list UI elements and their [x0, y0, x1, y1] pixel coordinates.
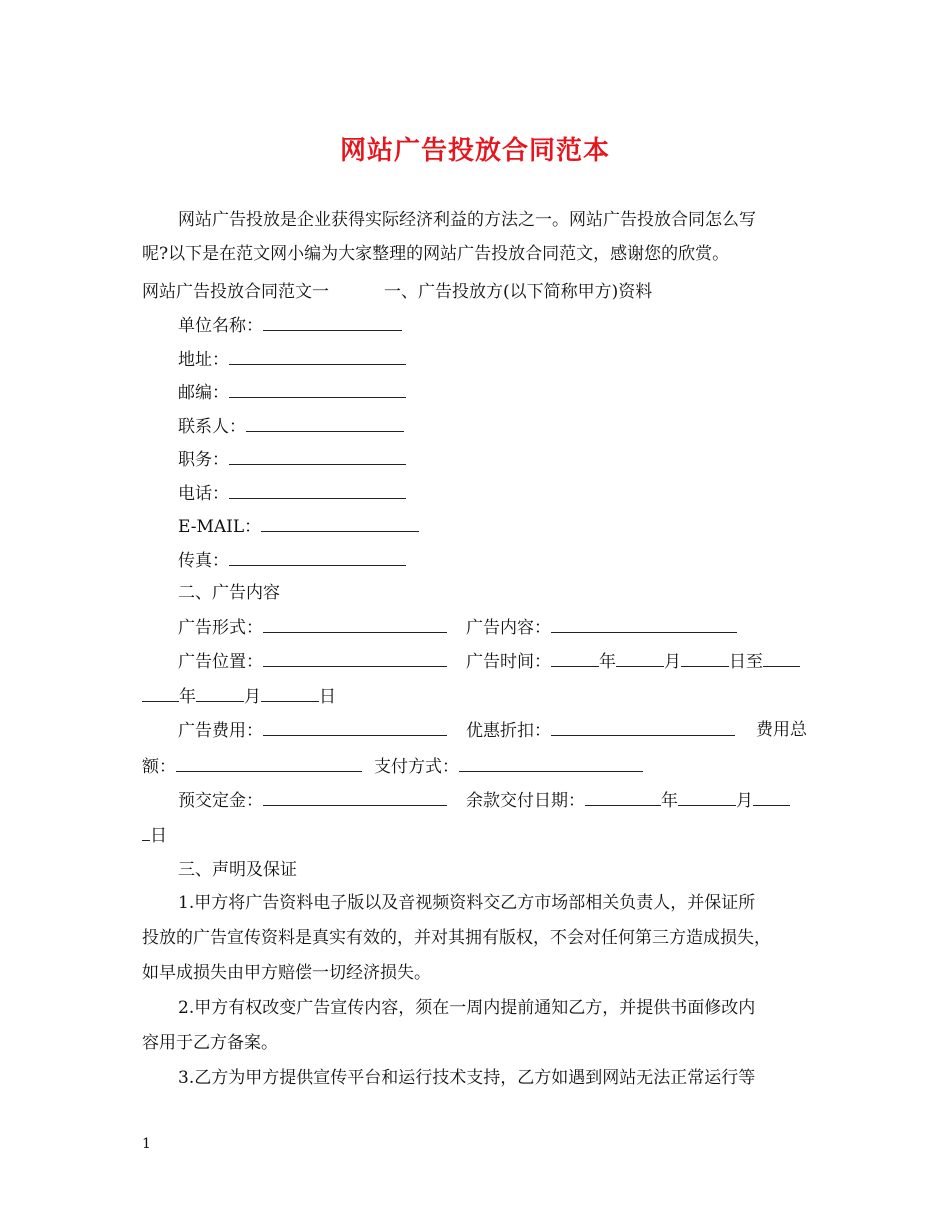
- year-label: 年: [661, 791, 678, 811]
- field-label: 地址：: [178, 350, 229, 370]
- year-label: 年: [179, 687, 196, 707]
- ad-row-balance-date-cont: [142, 825, 167, 846]
- field-contact: [178, 416, 404, 437]
- page-number: 1: [142, 1136, 151, 1152]
- blank-line: [229, 382, 406, 398]
- field-address: [178, 349, 406, 370]
- ad-row-form: [178, 617, 447, 638]
- blank-line: [229, 349, 406, 365]
- field-label: 单位名称：: [178, 316, 263, 336]
- field-unit-name: [178, 315, 402, 336]
- blank-line: [263, 651, 447, 667]
- document-title: 网站广告投放合同范本: [339, 136, 610, 166]
- field-label: 邮编：: [178, 383, 229, 403]
- clause-line: 容用于乙方备案。: [142, 1033, 278, 1053]
- ad-total-label-b: 额：: [142, 757, 176, 777]
- blank-line: [246, 416, 404, 432]
- section-heading: 网站广告投放合同范文一: [142, 282, 329, 302]
- blank-line: [616, 651, 664, 667]
- field-postcode: [178, 382, 406, 403]
- blank-line: [551, 617, 737, 633]
- field-fax: [178, 550, 406, 571]
- intro-line-1: 网站广告投放是企业获得实际经济利益的方法之一。网站广告投放合同怎么写: [178, 210, 756, 230]
- blank-line: [681, 651, 729, 667]
- ad-total-label-a: 费用总: [756, 720, 807, 740]
- ad-row-discount: [466, 720, 735, 741]
- clause-line: 投放的广告宣传资料是真实有效的，并对其拥有版权，不会对任何第三方造成损失，: [142, 928, 771, 948]
- blank-line: [229, 449, 406, 465]
- ad-row-location: [178, 651, 447, 672]
- ad-row-fee: [178, 720, 447, 741]
- blank-line: [176, 756, 362, 772]
- ad-fee-label: 广告费用：: [178, 721, 263, 741]
- ad-discount-label: 优惠折扣：: [466, 721, 551, 741]
- ad-deposit-label: 预交定金：: [178, 791, 263, 811]
- blank-line: [585, 790, 661, 806]
- ad-row-total: [142, 756, 362, 777]
- ad-time-label: 广告时间：: [466, 652, 551, 672]
- blank-line: [196, 686, 244, 702]
- blank-line: [261, 516, 419, 532]
- blank-line: [459, 756, 643, 772]
- ad-row-pay-method: [374, 756, 643, 777]
- year-label: 年: [599, 652, 616, 672]
- field-label: 联系人：: [178, 417, 246, 437]
- blank-line: [263, 315, 402, 331]
- blank-line: [678, 790, 736, 806]
- blank-line: [551, 651, 599, 667]
- field-label: 传真：: [178, 551, 229, 571]
- blank-line: [763, 651, 800, 667]
- party-heading: 一、广告投放方(以下简称甲方)资料: [384, 282, 653, 302]
- blank-line: [261, 686, 319, 702]
- clause-line: 3.乙方为甲方提供宣传平台和运行技术支持，乙方如遇到网站无法正常运行等: [178, 1068, 756, 1088]
- field-label: 职务：: [178, 450, 229, 470]
- field-position: [178, 449, 406, 470]
- blank-line: [551, 720, 735, 736]
- ad-row-content: [466, 617, 737, 638]
- field-email: [178, 516, 419, 537]
- day-label: 日: [150, 826, 167, 846]
- field-label: 电话：: [178, 484, 229, 504]
- ad-form-label: 广告形式：: [178, 618, 263, 638]
- blank-line: [263, 617, 447, 633]
- field-phone: [178, 483, 406, 504]
- blank-line: [753, 790, 790, 806]
- blank-line: [142, 825, 150, 841]
- clause-line: 1.甲方将广告资料电子版以及音视频资料交乙方市场部相关负责人，并保证所: [178, 893, 756, 913]
- ad-location-label: 广告位置：: [178, 652, 263, 672]
- ad-balance-date-label: 余款交付日期：: [466, 791, 585, 811]
- blank-line: [263, 720, 447, 736]
- intro-line-2: 呢?以下是在范文网小编为大家整理的网站广告投放合同范文，感谢您的欣赏。: [142, 244, 730, 264]
- day-label: 日: [319, 687, 336, 707]
- clause-line: 如早成损失由甲方赔偿一切经济损失。: [142, 963, 431, 983]
- ad-pay-method-label: 支付方式：: [374, 757, 459, 777]
- ad-row-deposit: [178, 790, 447, 811]
- blank-line: [142, 686, 179, 702]
- ad-content-label: 广告内容：: [466, 618, 551, 638]
- day-to-label: 日至: [729, 652, 763, 672]
- blank-line: [229, 483, 406, 499]
- month-label: 月: [736, 791, 753, 811]
- ad-row-time: [466, 651, 800, 672]
- clause-line: 2.甲方有权改变广告宣传内容，须在一周内提前通知乙方，并提供书面修改内: [178, 998, 756, 1018]
- ad-row-balance-date: [466, 790, 790, 811]
- blank-line: [263, 790, 447, 806]
- declaration-heading: 三、声明及保证: [178, 860, 297, 880]
- month-label: 月: [664, 652, 681, 672]
- month-label: 月: [244, 687, 261, 707]
- ad-row-time-cont: [142, 686, 336, 707]
- ad-heading: 二、广告内容: [178, 583, 280, 603]
- field-label: E-MAIL：: [178, 517, 262, 537]
- blank-line: [229, 550, 406, 566]
